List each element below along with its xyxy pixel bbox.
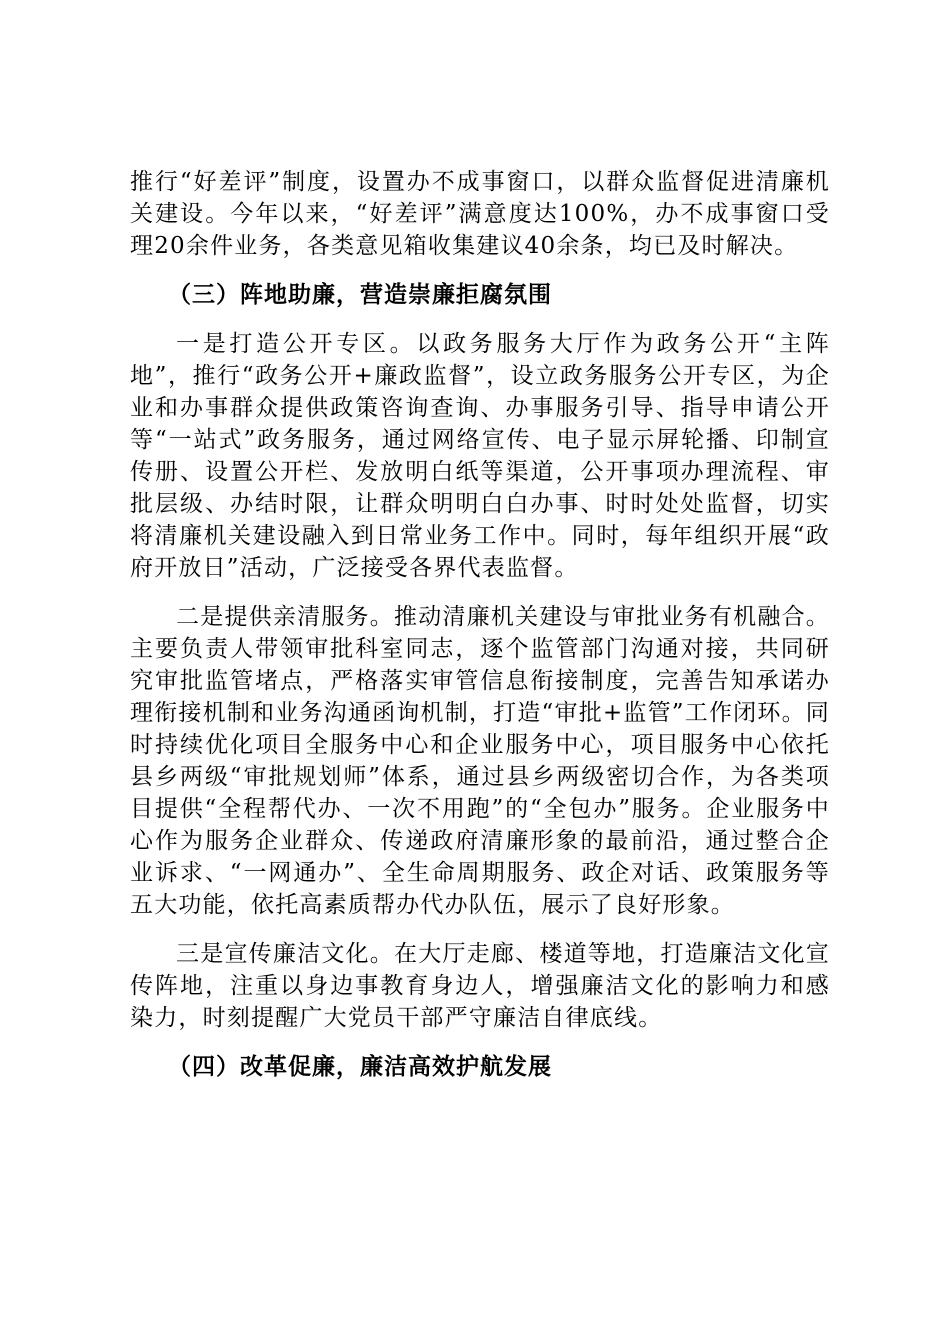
spacer [130,311,830,328]
section-four-heading: （四）改革促廉，廉洁高效护航发展 [168,1054,552,1080]
spacer [130,1034,830,1051]
section-three-heading: （三）阵地助廉，营造崇廉拒腐氛围 [168,282,552,308]
paragraph-service: 二是提供亲清服务。推动清廉机关建设与审批业务有机融合。主要负责人带领审批科室同志，逐个监管部门沟通对接，共同研究审批监管堵点，严格落实审管信息衔接制度，完善告知承诺办理衔接机制和业务沟通函询机制，打造“审批+监管”工作闭环。同时持续优化项目全服务中心和企业服务中心，项目服务中心依托县乡两级“审批规划师”体系，通过县乡两级密切合作，为各类项目提供“全程帮代办、一次不用跑”的“全包办”服务。企业服务中心作为服务企业群众、传递政府清廉形象的最前沿，通过整合企业诉求、“一网通办”、全生命周期服务、政企对话、政策服务等五大功能，依托高素质帮办代办队伍，展示了良好形象。 [130,604,830,918]
document-body [130,166,830,1083]
spacer [130,262,830,279]
paragraph-culture: 三是宣传廉洁文化。在大厅走廊、楼道等地，打造廉洁文化宣传阵地，注重以身边事教育身边人，增强廉洁文化的影响力和感染力，时刻提醒广大党员干部严守廉洁自律底线。 [130,941,830,1031]
paragraph-public-zone: 一是打造公开专区。以政务服务大厅作为政务公开“主阵地”，推行“政务公开+廉政监督”，设立政务服务公开专区，为企业和办事群众提供政策咨询查询、办事服务引导、指导申请公开等“一站式”政务服务，通过网络宣传、电子显示屏轮播、印制宣传册、设置公开栏、发放明白纸等渠道，公开事项办理流程、审批层级、办结时限，让群众明明白白办事、时时处处监督，切实将清廉机关建设融入到日常业务工作中。同时，每年组织开展“政府开放日”活动，广泛接受各界代表监督。 [130,331,830,581]
spacer [130,584,830,601]
intro-paragraph: 推行“好差评”制度，设置办不成事窗口，以群众监督促进清廉机关建设。今年以来，“好差评”满意度达100%，办不成事窗口受理20余件业务，各类意见箱收集建议40余条，均已及时解决。 [130,169,830,259]
spacer [130,921,830,938]
